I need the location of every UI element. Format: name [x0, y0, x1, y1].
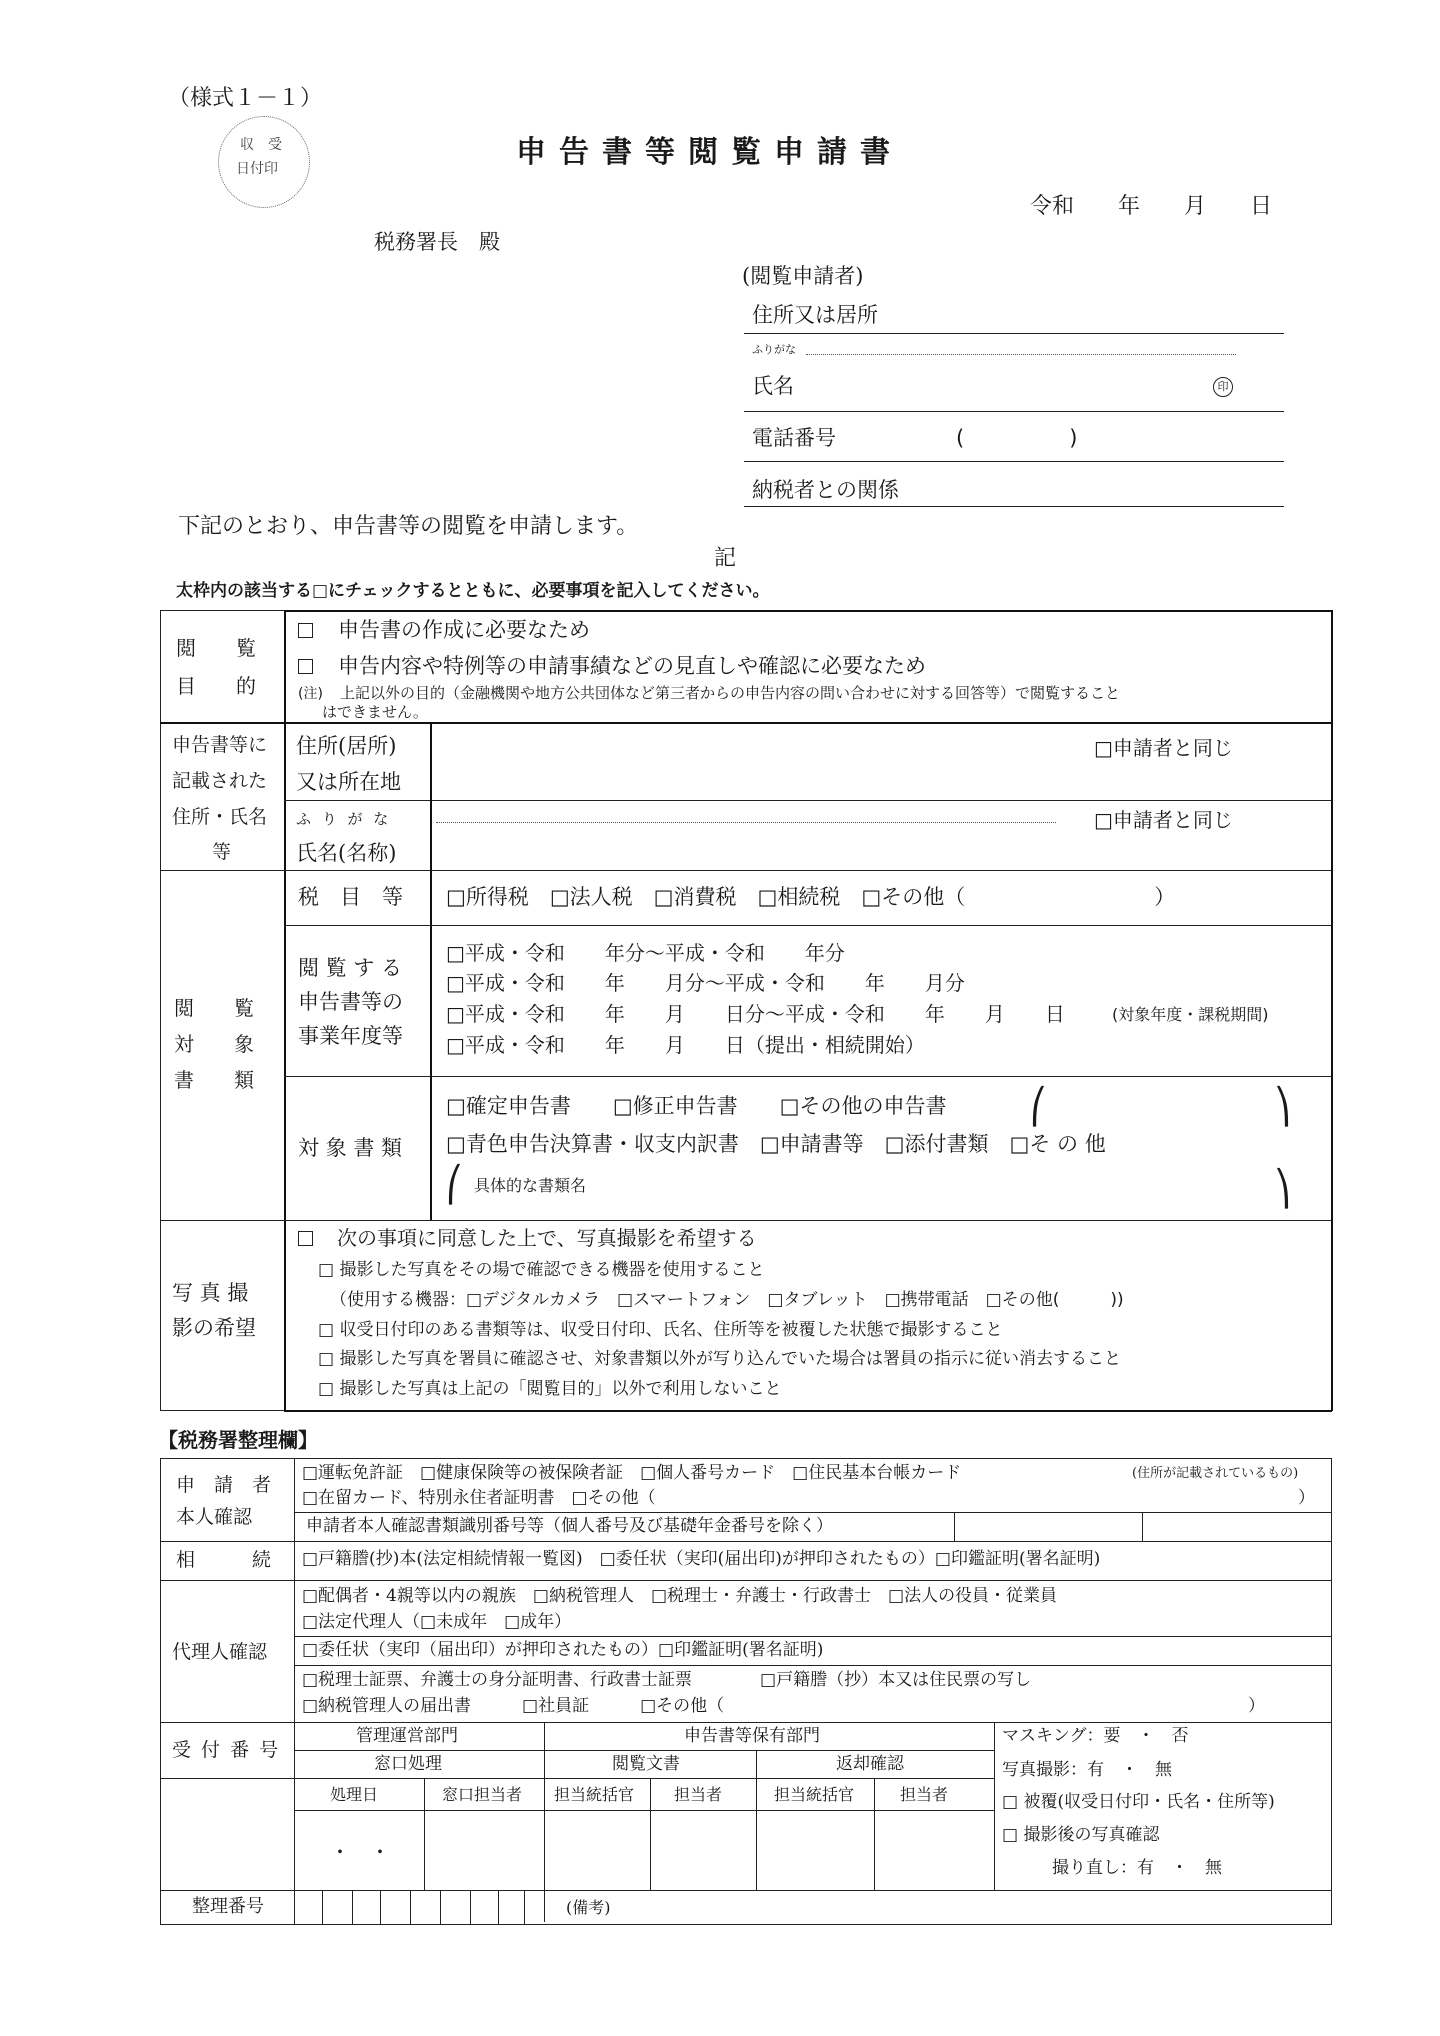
year-option-1[interactable]: □平成・令和 年分～平成・令和 年分 [446, 941, 845, 965]
date-line: 令和 年 月 日 [1030, 194, 1273, 219]
purpose-option-2[interactable] [298, 656, 926, 677]
agent-sub-divider-2 [294, 1665, 1331, 1666]
receipt-staff-div-1 [650, 1778, 651, 1890]
year-label-2: 申告書等の [298, 990, 403, 1014]
furigana-line[interactable] [806, 354, 1236, 355]
window-processing: 窓口処理 [374, 1754, 442, 1774]
ref-box-7 [498, 1890, 499, 1924]
purpose-label-1: 閲 覧 [176, 636, 256, 660]
office-row-2 [160, 1580, 1332, 1581]
year-option-2[interactable]: □平成・令和 年 月分～平成・令和 年 月分 [446, 971, 965, 995]
year-label-1: 閲 覧 す る [298, 956, 403, 980]
form-number: （様式１－１） [168, 86, 323, 111]
inherit-label: 相 続 [176, 1549, 272, 1571]
request-sentence: 下記のとおり、申告書等の閲覧を申請します。 [178, 514, 639, 539]
view-documents: 閲覧文書 [612, 1754, 680, 1774]
retake-field[interactable]: 撮り直し：有 ・ 無 [1052, 1858, 1222, 1878]
row-divider-tax [284, 925, 1332, 926]
addressee: 税務署長 殿 [374, 230, 500, 254]
tax-options[interactable]: □所得税 □法人税 □消費税 □相続税 □その他（ ） [446, 885, 1176, 909]
return-confirmation: 返却確認 [836, 1754, 904, 1774]
office-section-heading: 【税務署整理欄】 [158, 1428, 318, 1452]
receipt-dept-divider [544, 1722, 545, 1922]
receipt-number-label: 受 付 番 号 [172, 1739, 281, 1761]
row-divider-purpose [160, 722, 1332, 724]
target-label-1: 閲 覧 [174, 996, 254, 1020]
year-option-3[interactable]: □平成・令和 年 月 日分～平成・令和 年 月 日 [446, 1002, 1065, 1026]
purpose-label-2: 目 的 [176, 674, 256, 698]
agent-options-5-end: ） [1248, 1696, 1265, 1716]
ref-box-1 [322, 1890, 323, 1924]
described-label-2: 記載された [172, 770, 268, 792]
req-id-options-1[interactable]: □運転免許証 □健康保険等の被保険者証 □個人番号カード □住民基本台帳カード [302, 1463, 962, 1483]
stamp-line-2: 日付印 [236, 161, 278, 177]
table-left-edge [160, 610, 161, 1410]
doc-label: 対 象 書 類 [298, 1136, 403, 1160]
staff-header-1: 担当者 [674, 1785, 723, 1804]
photo-main-label: 次の事項に同意した上で、写真撮影を希望する [337, 1226, 757, 1250]
checkbox-icon[interactable] [298, 1231, 313, 1246]
table-bottom-left [160, 1410, 284, 1411]
req-sub-divider [294, 1512, 1331, 1513]
agent-label: 代理人確認 [172, 1641, 268, 1663]
req-id-box-mid [1142, 1512, 1143, 1541]
office-row-4 [160, 1890, 1332, 1891]
window-staff-header: 窓口担当者 [442, 1785, 523, 1804]
date-dots: ・ ・ [330, 1840, 390, 1864]
purpose-note-line-2: はできません。 [322, 703, 428, 721]
thick-frame-top [284, 610, 1332, 612]
agent-options-4[interactable]: □税理士証票、弁護士の身分証明書、行政書士証票 □戸籍謄（抄）本又は住民票の写し [302, 1670, 1032, 1690]
receipt-view-return-divider [756, 1750, 757, 1890]
bracket-close-icon: ⎞ [1274, 1169, 1291, 1209]
doc-options-1[interactable]: □確定申告書 □修正申告書 □その他の申告書 [446, 1094, 947, 1118]
tax-label: 税 目 等 [298, 885, 403, 909]
req-id-options-2[interactable]: □在留カード、特別永住者証明書 □その他（ [302, 1488, 656, 1508]
agent-options-5[interactable]: □納税管理人の届出書 □社員証 □その他（ [302, 1696, 725, 1716]
thick-frame-bottom [284, 1410, 1332, 1412]
req-id-box-left [954, 1512, 955, 1541]
year-option-4[interactable]: □平成・令和 年 月 日（提出・相続開始） [446, 1033, 925, 1057]
photo-label-1: 写 真 撮 [172, 1281, 249, 1305]
row-divider-years [284, 1076, 1332, 1077]
office-right [1331, 1458, 1332, 1924]
address-line[interactable] [744, 333, 1284, 334]
ref-box-8 [524, 1890, 525, 1924]
office-row-3 [160, 1722, 1332, 1723]
row-divider-described [160, 870, 1332, 871]
receipt-h2-left [160, 1778, 294, 1779]
ki-marker: 記 [714, 546, 737, 571]
agent-options-3[interactable]: □委任状（実印（届出印）が押印されたもの）□印鑑証明(署名証明) [302, 1640, 824, 1660]
table-top-left [160, 610, 284, 611]
described-label-4: 等 [212, 841, 232, 863]
receipt-h2 [294, 1778, 994, 1779]
photo-condition-4[interactable]: □ 撮影した写真は上記の「閲覧目的」以外で利用しないこと [318, 1379, 782, 1399]
agent-sub-divider-1 [294, 1636, 1331, 1637]
furigana-small-label: ふ り が な [296, 810, 392, 828]
agent-options-2[interactable]: □法定代理人（□未成年 □成年） [302, 1612, 572, 1632]
req-label-1: 申 請 者 [176, 1474, 272, 1496]
stamp-line-1: 収 受 [240, 137, 282, 153]
receipt-window-divider [424, 1778, 425, 1890]
receipt-h3 [294, 1810, 994, 1811]
year-label-3: 事業年度等 [298, 1024, 403, 1048]
target-label-3: 書 類 [174, 1068, 254, 1092]
target-label-2: 対 象 [174, 1032, 254, 1056]
ref-box-3 [380, 1890, 381, 1924]
receipt-h1 [294, 1750, 994, 1751]
after-photo-check[interactable]: □ 撮影後の写真確認 [1002, 1825, 1160, 1845]
purpose-option-2-label: 申告内容や特例等の申請事績などの見直しや確認に必要なため [338, 654, 926, 678]
thick-frame-right [1331, 610, 1333, 1411]
checkbox-icon[interactable] [298, 659, 313, 674]
doc-options-2[interactable]: □青色申告決算書・収支内訳書 □申請書等 □添付書類 □そ の 他 [446, 1132, 1106, 1156]
req-label-2: 本人確認 [176, 1506, 253, 1528]
page-title: 申告書等閲覧申請書 [516, 135, 903, 170]
supervisor-header-2: 担当統括官 [774, 1785, 855, 1804]
mgmt-dept: 管理運営部門 [356, 1726, 458, 1746]
office-label-col [294, 1458, 295, 1924]
photo-condition-2[interactable]: □ 収受日付印のある書類等は、収受日付印、氏名、住所等を被覆した状態で撮影すること [318, 1320, 1003, 1340]
receipt-right-col [994, 1722, 995, 1890]
photo-main-option[interactable] [298, 1228, 757, 1248]
cover-check[interactable]: □ 被覆(収受日付印・氏名・住所等) [1002, 1792, 1275, 1812]
ref-box-4 [410, 1890, 411, 1924]
described-label-3: 住所・氏名 [172, 806, 268, 828]
described-furigana-line[interactable] [436, 822, 1056, 823]
office-row-1 [160, 1541, 1332, 1542]
purpose-option-1-label: 申告書の作成に必要なため [338, 618, 590, 642]
phone-area-code: ( ) [956, 426, 1078, 450]
masking-field[interactable]: マスキング：要 ・ 否 [1002, 1726, 1189, 1746]
described-label-1: 申告書等に [172, 734, 268, 756]
address-label: 住所又は居所 [752, 303, 878, 327]
photo-label-2: 影の希望 [172, 1316, 256, 1340]
applicant-heading: (閲覧申請者) [742, 264, 864, 288]
same-as-applicant-2[interactable]: □申請者と同じ [1094, 808, 1233, 832]
doc-specific-label: 具体的な書類名 [474, 1176, 587, 1195]
same-as-applicant-1[interactable]: □申請者と同じ [1094, 736, 1233, 760]
year-option-3-suffix: (対象年度・課税期間) [1112, 1005, 1269, 1024]
office-bottom [160, 1924, 1332, 1925]
addr-label-2: 又は所在地 [296, 770, 401, 794]
row-divider-addr [284, 800, 1332, 801]
checkbox-icon[interactable] [298, 623, 313, 638]
phone-label: 電話番号 [752, 426, 836, 450]
instruction-text: 太枠内の該当する□にチェックするとともに、必要事項を記入してください。 [176, 581, 770, 601]
purpose-option-1[interactable] [298, 620, 590, 641]
seal-icon: 印 [1213, 377, 1233, 397]
name-label: 氏名 [752, 374, 794, 398]
office-left [160, 1458, 161, 1924]
photo-condition-1[interactable]: □ 撮影した写真をその場で確認できる機器を使用すること [318, 1260, 765, 1280]
thick-frame-left [284, 610, 286, 1411]
supervisor-header-1: 担当統括官 [554, 1785, 635, 1804]
holding-dept: 申告書等保有部門 [684, 1726, 820, 1746]
reference-number-label: 整理番号 [192, 1896, 264, 1917]
inner-column-divider [430, 722, 432, 1220]
purpose-note-prefix: (注) [298, 686, 323, 702]
inherit-options[interactable]: □戸籍謄(抄)本(法定相続情報一覧図) □委任状（実印(届出印)が押印されたもの）□印鑑証明(署名証明) [302, 1549, 1101, 1569]
bracket-close-icon: ⎞ [1274, 1087, 1291, 1127]
photo-taken-field[interactable]: 写真撮影：有 ・ 無 [1002, 1760, 1172, 1780]
bracket-open-icon: ⎛ [1030, 1087, 1047, 1127]
staff-header-2: 担当者 [900, 1785, 949, 1804]
ref-box-2 [352, 1890, 353, 1924]
req-id-options-2-end: ） [1298, 1488, 1315, 1508]
office-top [160, 1458, 1332, 1459]
receipt-staff-div-2 [874, 1778, 875, 1890]
name-label-described: 氏名(名称) [296, 841, 397, 865]
agent-options-1[interactable]: □配偶者・4親等以内の親族 □納税管理人 □税理士・弁護士・行政書士 □法人の役員・従業員 [302, 1586, 1058, 1606]
ref-box-6 [470, 1890, 471, 1924]
photo-condition-3[interactable]: □ 撮影した写真を署員に確認させ、対象書類以外が写り込んでいた場合は署員の指示に従い消去すること [318, 1349, 1121, 1369]
remarks-label: (備考) [566, 1898, 611, 1917]
furigana-label: ふりがな [752, 343, 796, 356]
processing-date-header: 処理日 [330, 1785, 379, 1804]
ref-box-5 [440, 1890, 441, 1924]
req-id-options-note: (住所が記載されているもの) [1132, 1466, 1299, 1481]
name-line[interactable] [744, 411, 1284, 412]
bracket-open-icon: ⎛ [446, 1165, 463, 1205]
relation-line[interactable] [744, 506, 1284, 507]
addr-label-1: 住所(居所) [296, 734, 397, 758]
purpose-note-line-1: 上記以外の目的（金融機関や地方公共団体など第三者からの申告内容の問い合わせに対する回答等）で閲覧すること [340, 684, 1121, 702]
row-divider-target [160, 1220, 1332, 1221]
req-id-number-label: 申請者本人確認書類識別番号等（個人番号及び基礎年金番号を除く） [306, 1516, 833, 1536]
relation-label: 納税者との関係 [752, 478, 899, 502]
phone-line[interactable] [744, 461, 1284, 462]
photo-devices[interactable]: （使用する機器：□デジタルカメラ □スマートフォン □タブレット □携帯電話 □その他( )) [330, 1290, 1124, 1310]
